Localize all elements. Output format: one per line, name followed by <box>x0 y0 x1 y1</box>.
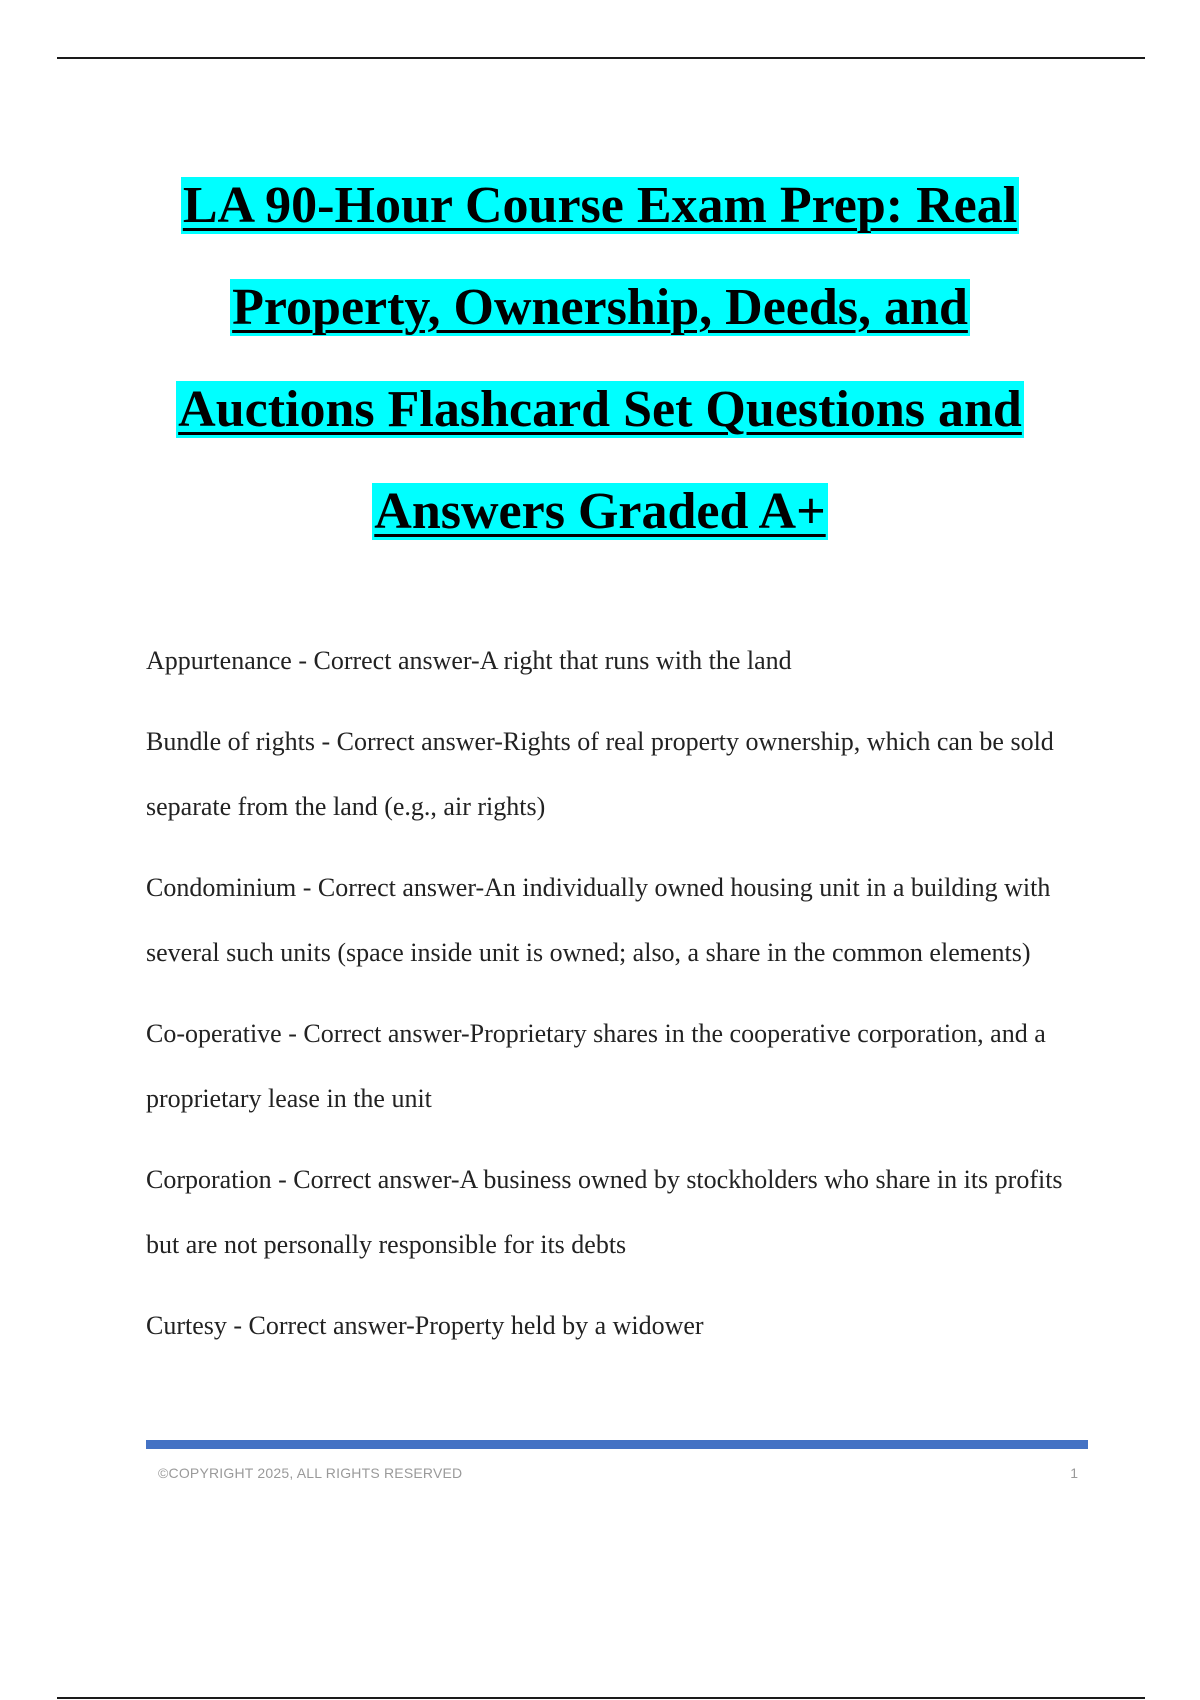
footer-copyright: ©COPYRIGHT 2025, ALL RIGHTS RESERVED <box>158 1465 463 1481</box>
footer-bar <box>146 1440 1088 1449</box>
flashcard-entry: Co-operative - Correct answer-Proprietary shares in the cooperative corporation, and a proprietary lease in the unit <box>146 1019 1046 1113</box>
flashcard-entry: Bundle of rights - Correct answer-Rights of real property ownership, which can be sold separate from the land (e.g., air rights) <box>146 727 1054 821</box>
title-line <box>120 277 1080 350</box>
flashcard-entry: Appurtenance - Correct answer-A right that runs with the land <box>146 646 792 675</box>
page-number: 1 <box>1070 1465 1078 1481</box>
title-line-text: Auctions Flashcard Set Questions and <box>178 381 1022 438</box>
flashcard-entry: Corporation - Correct answer-A business owned by stockholders who share in its profits but are not personally responsible for its debts <box>146 1165 1063 1259</box>
title-line <box>120 175 1080 248</box>
flashcard-list <box>146 628 1091 1374</box>
flashcard-entry: Curtesy - Correct answer-Property held by a widower <box>146 1311 704 1340</box>
title-line-text: Answers Graded A+ <box>374 483 826 540</box>
flashcard-entry: Condominium - Correct answer-An individually owned housing unit in a building with several such units (space inside unit is owned; also, a share in the common elements) <box>146 873 1051 967</box>
title-line <box>120 379 1080 452</box>
bottom-rule <box>57 1697 1145 1699</box>
document-title <box>120 175 1080 583</box>
top-rule <box>57 57 1145 59</box>
title-line <box>120 481 1080 554</box>
title-line-text: LA 90-Hour Course Exam Prep: Real <box>182 177 1018 234</box>
title-line-text: Property, Ownership, Deeds, and <box>232 279 968 336</box>
